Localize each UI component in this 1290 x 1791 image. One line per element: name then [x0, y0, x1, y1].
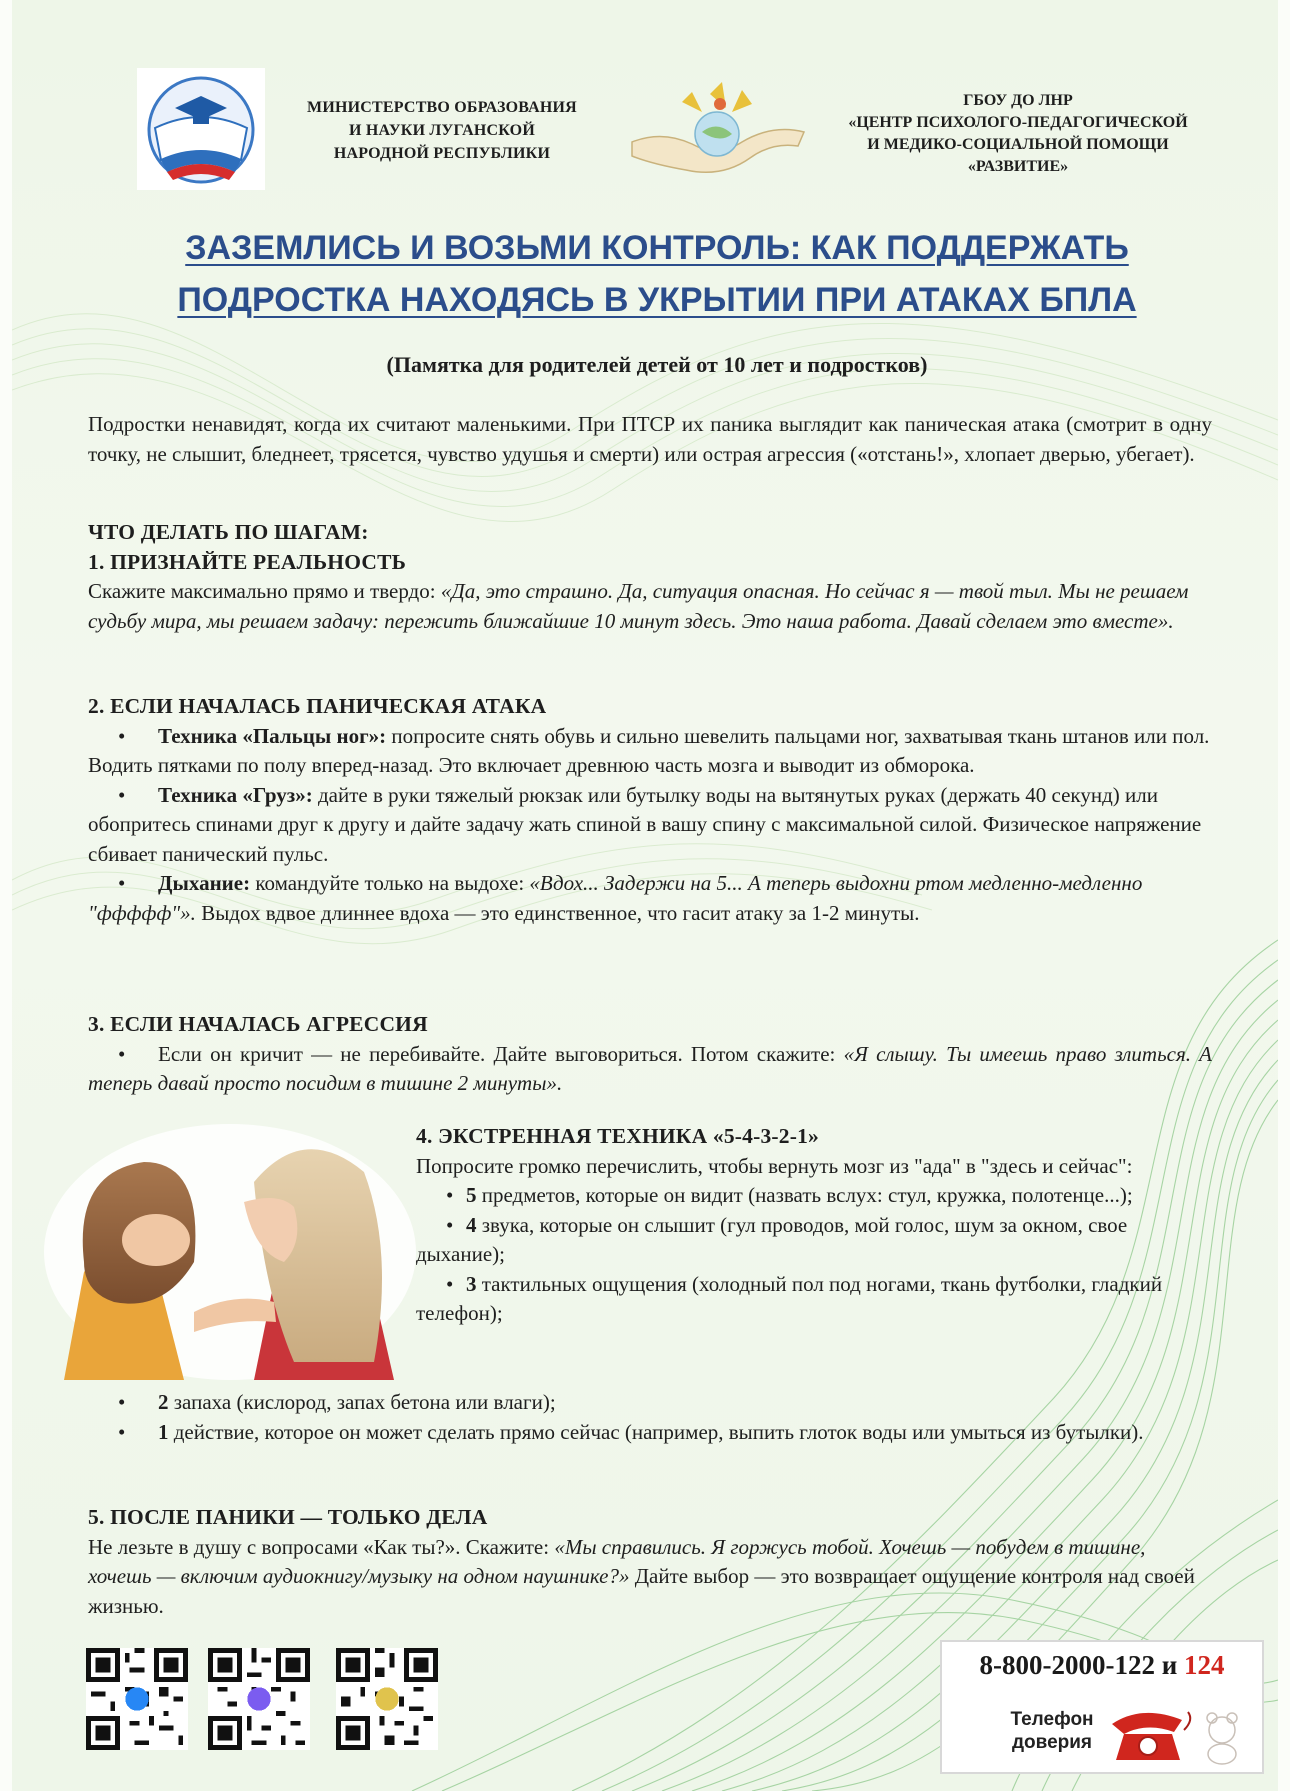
item-title: Техника «Пальцы ног»: — [158, 723, 387, 748]
section-1 — [88, 518, 1212, 636]
hotline-caption: Телефон доверия — [1010, 1709, 1094, 1753]
leaflet-page — [12, 0, 1278, 1791]
section-2-item-weight — [88, 781, 1212, 870]
hotline-and: и — [1154, 1650, 1185, 1680]
item-text: Если он кричит — не перебивайте. Дайте выговориться. Потом скажите: — [158, 1041, 844, 1066]
section-4-continued — [88, 1388, 1212, 1447]
item-tail: Выдох вдвое длиннее вдоха — это единственное, что гасит атаку за 1-2 минуты. — [195, 900, 920, 925]
item-number: 5 — [466, 1183, 477, 1207]
mother-daughter-photo — [44, 1112, 416, 1380]
center-name — [828, 90, 1208, 178]
section-2-heading: 2. ЕСЛИ НАЧАЛАСЬ ПАНИЧЕСКАЯ АТАКА — [88, 694, 547, 718]
item-text: тактильных ощущения (холодный пол под ногами, ткань футболки, гладкий телефон); — [416, 1271, 1163, 1325]
bullet-icon: • — [118, 871, 126, 895]
item-number: 3 — [466, 1271, 477, 1296]
list-item — [416, 1270, 1216, 1329]
section-5-text: Не лезьте в душу с вопросами «Как ты?». Скажите: — [88, 1534, 555, 1559]
list-item — [416, 1181, 1216, 1211]
section-3 — [88, 1010, 1212, 1099]
item-text: попросите снять обувь и сильно шевелить пальцами ног, захватывая ткань штанов или пол. Водить пятками по полу вперед-назад. Это включает древнюю часть мозга и выводит из обморока. — [88, 723, 1210, 777]
bullet-icon: • — [118, 1419, 126, 1444]
section-5-quote: «Мы справились. Я горжусь тобой. Хочешь — побудем в тишине, хочешь — включим аудиокнигу/музыку на одном наушнике?» — [88, 1534, 1146, 1588]
item-quote: «Я слышу. Ты имеешь право злиться. А теперь давай просто посидим в тишине 2 минуты». — [88, 1041, 1213, 1095]
section-2-item-toes — [88, 722, 1212, 781]
phone-icon — [1102, 1700, 1252, 1766]
hotline-main-number: 8-800-2000-122 — [979, 1650, 1155, 1680]
section-1-quote: «Да, это страшно. Да, ситуация опасная. Но сейчас я — твой тыл. Мы не решаем судьбу мира, мы решаем задачу: пережить ближайшие 10 минут здесь. Это наша работа. Давай сделаем это вместе». — [88, 579, 1189, 633]
section-4-intro: Попросите громко перечислить, чтобы вернуть мозг из "ада" в "здесь и сейчас": — [416, 1153, 1133, 1178]
center-line: И МЕДИКО-СОЦИАЛЬНОЙ ПОМОЩИ — [867, 136, 1169, 153]
section-4 — [416, 1122, 1216, 1329]
section-1-heading: 1. ПРИЗНАЙТЕ РЕАЛЬНОСТЬ — [88, 549, 407, 574]
bullet-icon: • — [118, 1041, 126, 1066]
steps-heading: ЧТО ДЕЛАТЬ ПО ШАГАМ: — [88, 520, 369, 544]
list-item — [416, 1211, 1216, 1270]
section-5-body — [88, 1533, 1212, 1622]
item-text: дайте в руки тяжелый рюкзак или бутылку воды на вытянутых руках (держать 40 секунд) или обопритесь спинами друг к другу и дайте задачу жать спиной в вашу спину с максимальной силой. Физическое напряжение сбивает панический пульс. — [88, 782, 1202, 866]
ministry-line: НАРОДНОЙ РЕСПУБЛИКИ — [333, 145, 551, 162]
center-line: ГБОУ ДО ЛНР — [963, 92, 1073, 109]
section-5-heading: 5. ПОСЛЕ ПАНИКИ — ТОЛЬКО ДЕЛА — [88, 1505, 488, 1529]
bullet-icon: • — [446, 1183, 454, 1207]
item-text: действие, которое он может сделать прямо сейчас (например, выпить глоток воды или умыться из бутылки). — [168, 1419, 1144, 1444]
ministry-name — [282, 96, 602, 165]
section-4-heading: 4. ЭКСТРЕННАЯ ТЕХНИКА «5-4-3-2-1» — [416, 1124, 819, 1148]
ministry-line: И НАУКИ ЛУГАНСКОЙ — [349, 122, 535, 139]
title-line-1: ЗАЗЕМЛИСЬ И ВОЗЬМИ КОНТРОЛЬ: КАК ПОДДЕРЖАТЬ — [185, 229, 1129, 267]
hotline-short-number: 124 — [1184, 1650, 1225, 1680]
hotline-number — [942, 1650, 1262, 1681]
item-title: Дыхание: — [158, 871, 251, 895]
item-text: запаха (кислород, запах бетона или влаги); — [168, 1390, 556, 1414]
intro-paragraph: Подростки ненавидят, когда их считают маленькими. При ПТСР их паника выглядит как паническая атака (смотрит в одну точку, не слышит, бледнеет, трясется, чувство удушья и смерти) или острая агрессия («отстань!», хлопает дверью, убегает). — [88, 412, 1212, 466]
item-number: 4 — [466, 1212, 477, 1237]
item-text: звука, которые он слышит (гул проводов, мой голос, шум за окном, свое дыхание); — [416, 1212, 1128, 1266]
center-line: «ЦЕНТР ПСИХОЛОГО-ПЕДАГОГИЧЕСКОЙ — [848, 114, 1188, 131]
ministry-logo-icon — [137, 68, 265, 190]
section-5 — [88, 1503, 1212, 1621]
center-line: «РАЗВИТИЕ» — [967, 158, 1069, 175]
ministry-line: МИНИСТЕРСТВО ОБРАЗОВАНИЯ — [307, 99, 577, 116]
section-1-text: Скажите максимально прямо и твердо: — [88, 579, 441, 603]
bullet-icon: • — [118, 723, 126, 748]
item-text: командуйте только на выдохе: — [250, 871, 530, 895]
section-2 — [88, 692, 1212, 928]
vk-qr-icon[interactable] — [86, 1648, 188, 1750]
page-title — [52, 222, 1262, 326]
list-item — [88, 1388, 1212, 1418]
section-1-body — [88, 577, 1212, 636]
bullet-icon: • — [446, 1271, 454, 1296]
item-number: 1 — [158, 1419, 169, 1444]
page-subtitle: (Памятка для родителей детей от 10 лет и подростков) — [386, 352, 928, 377]
bullet-icon: • — [446, 1212, 454, 1237]
section-3-item — [88, 1040, 1212, 1099]
title-line-2: ПОДРОСТКА НАХОДЯСЬ В УКРЫТИИ ПРИ АТАКАХ БПЛА — [177, 281, 1137, 319]
site-qr-icon[interactable] — [336, 1648, 438, 1750]
bullet-icon: • — [118, 1390, 126, 1414]
center-logo-icon — [622, 72, 812, 192]
section-3-heading: 3. ЕСЛИ НАЧАЛАСЬ АГРЕССИЯ — [88, 1012, 428, 1036]
section-2-item-breathing — [88, 869, 1212, 928]
item-number: 2 — [158, 1390, 169, 1414]
item-title: Техника «Груз»: — [158, 782, 313, 807]
list-item — [88, 1418, 1212, 1448]
section-5-tail: Дайте выбор — это возвращает ощущение контроля над своей жизнью. — [88, 1564, 1195, 1618]
item-quote: «Вдох... Задержи на 5... А теперь выдохни ртом медленно-медленно "ффффф"». — [88, 871, 1143, 925]
bullet-icon: • — [118, 782, 126, 807]
hotline-badge[interactable] — [940, 1640, 1264, 1774]
item-text: предметов, которые он видит (назвать вслух: стул, кружка, полотенце...); — [476, 1183, 1133, 1207]
max-qr-icon[interactable] — [208, 1648, 310, 1750]
